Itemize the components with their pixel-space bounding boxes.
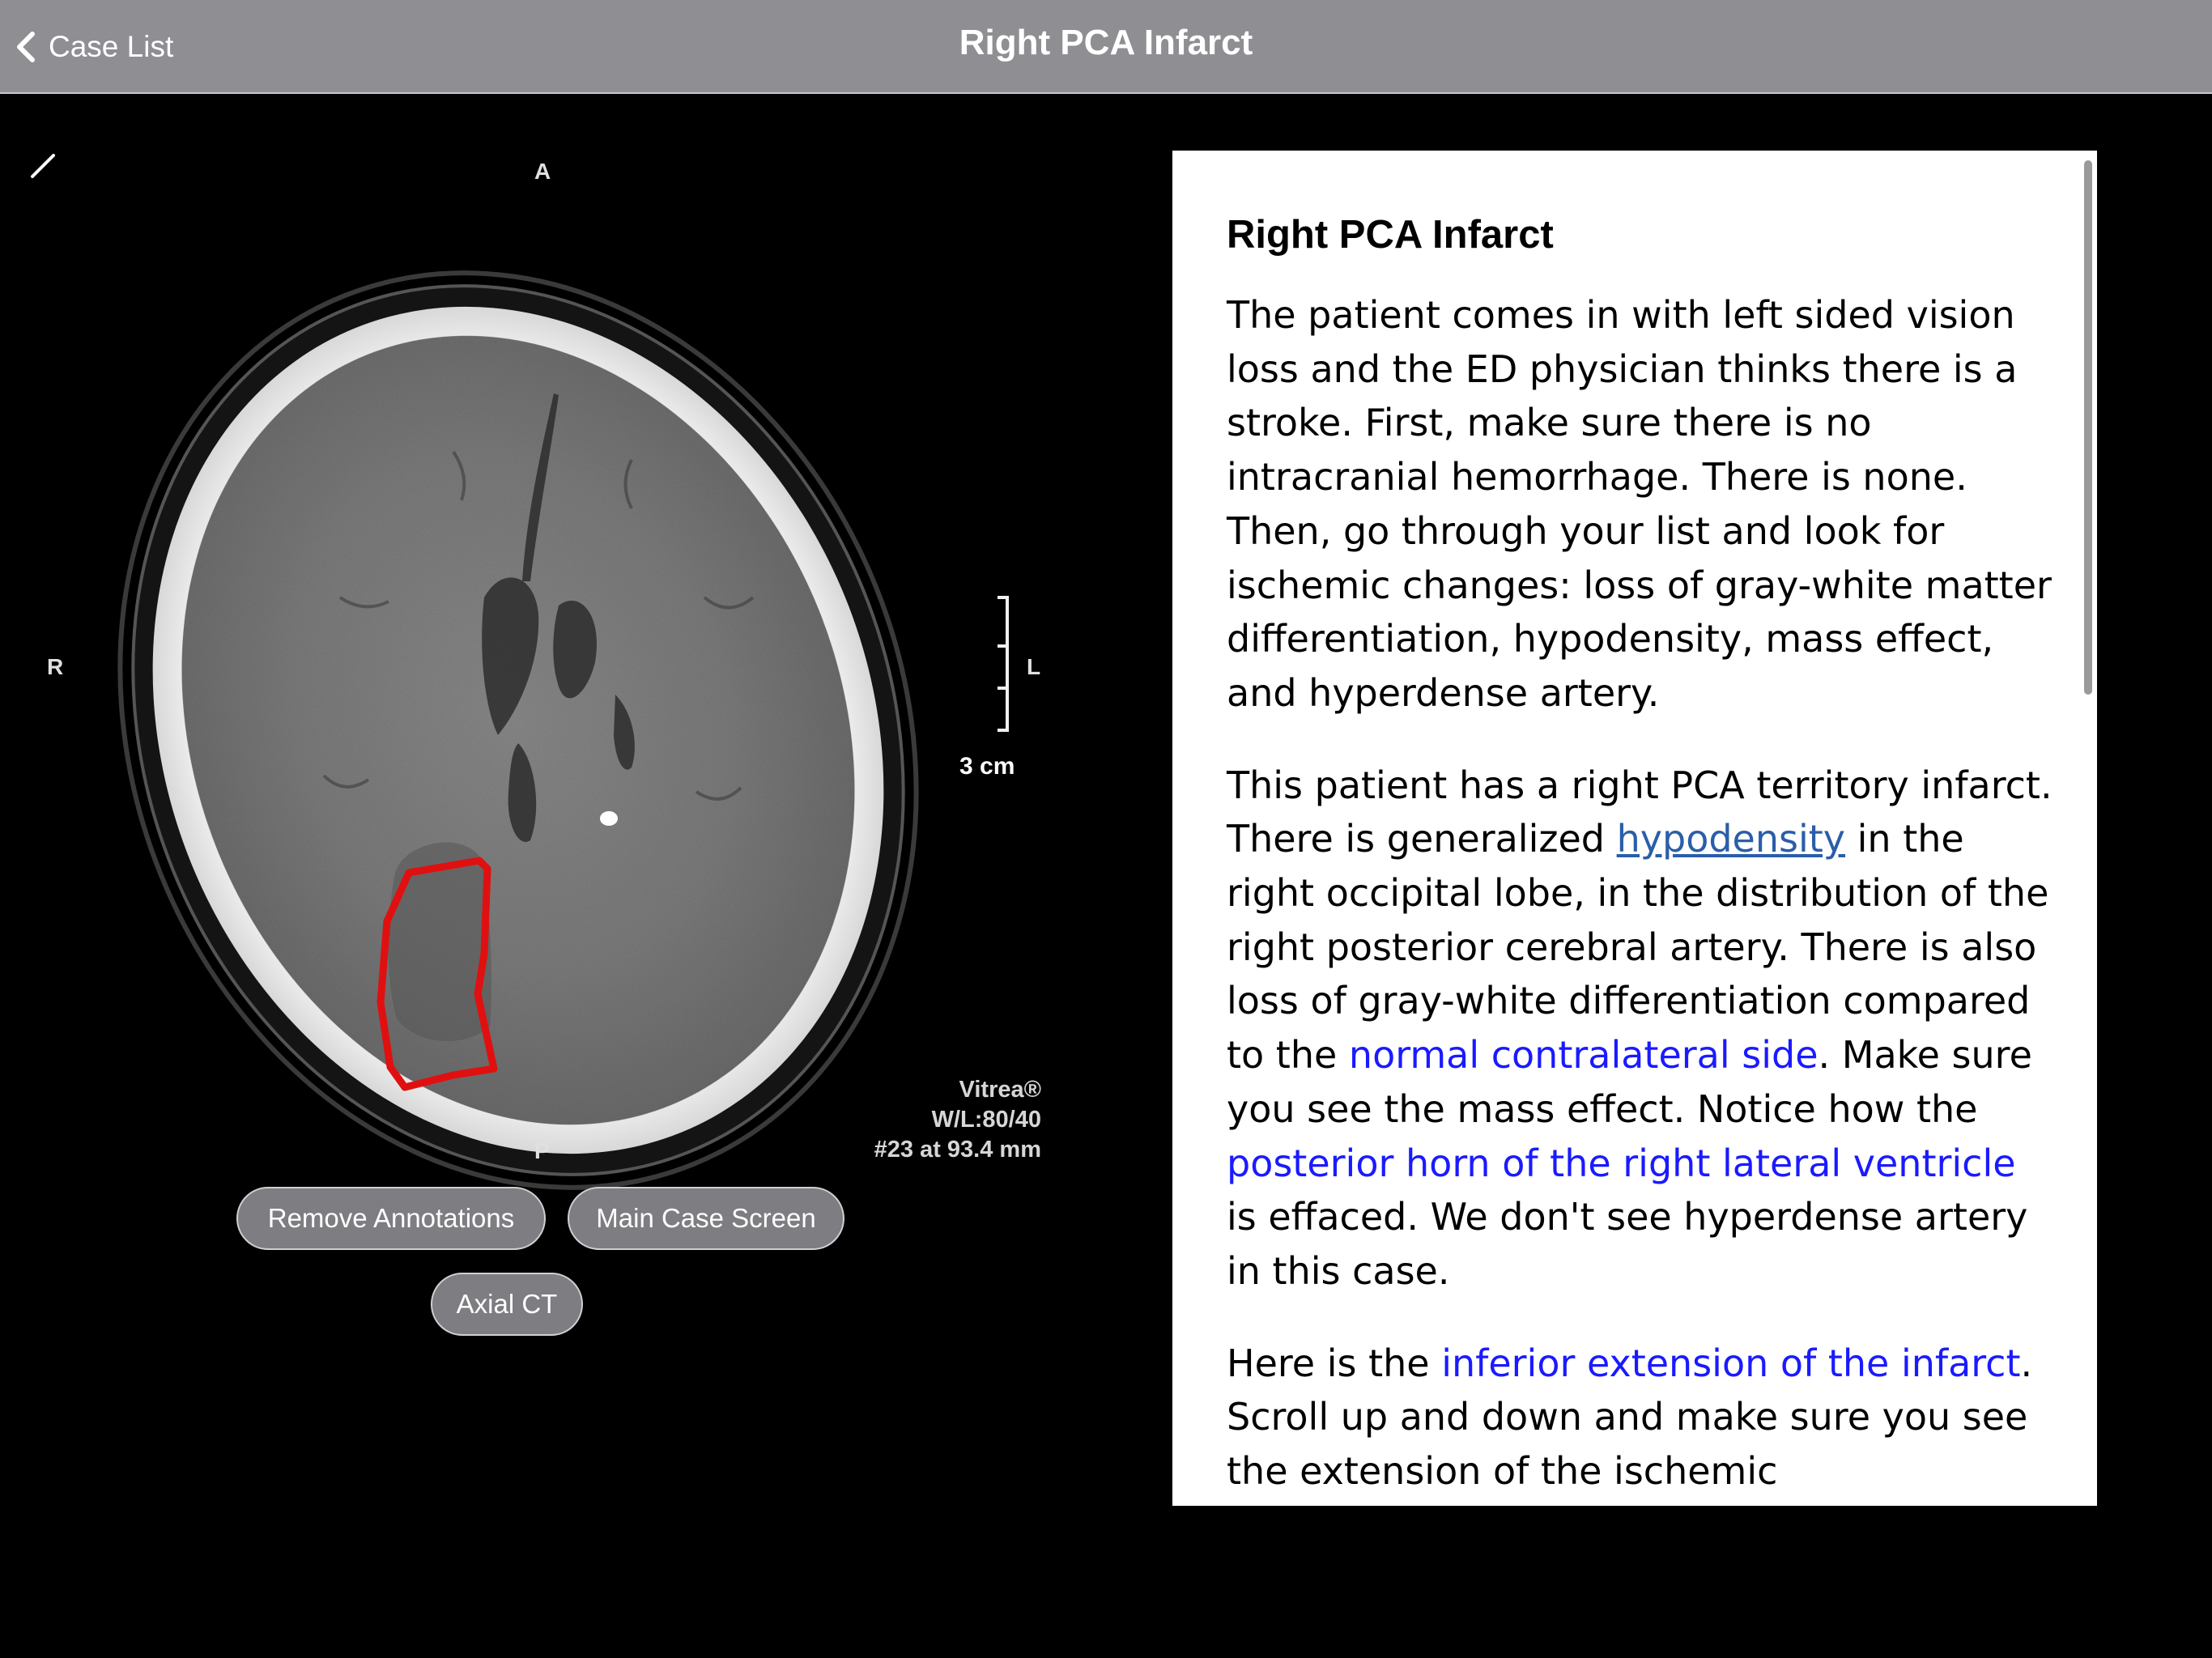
axial-ct-image[interactable] [0, 96, 1093, 1229]
posterior-horn-link[interactable]: posterior horn of the right lateral ventricle [1227, 1141, 2016, 1185]
case-title: Right PCA Infarct [1227, 213, 1554, 257]
paragraph-2-text-3: . Make sure you see the mass effect. Notice how the [1227, 1033, 2032, 1131]
orientation-right: R [47, 654, 64, 679]
back-button-label: Case List [49, 30, 174, 63]
paragraph-3-text-2: . Scroll up and down and make sure you see the extension of the ischemic [1227, 1341, 2033, 1494]
page-title: Right PCA Infarct [959, 23, 1253, 62]
scrollbar[interactable] [2084, 160, 2092, 695]
main-case-screen-button[interactable] [568, 1187, 844, 1250]
axial-ct-button[interactable] [431, 1273, 583, 1336]
inferior-extension-link[interactable]: inferior extension of the infarct [1441, 1341, 2021, 1385]
scale-label: 3 cm [959, 753, 1015, 780]
slice-position: #23 at 93.4 mm [874, 1137, 1041, 1163]
paragraph-2 [1227, 759, 2052, 1299]
paragraph-1: The patient comes in with left sided vision loss and the ED physician thinks there is a stroke. First, make sure there is no intracranial hemorrhage. There is none. Then, go through your list and look for ischemic changes: loss of gray-white matter differentiation, hypodensity, mass effect, and hyperdense artery. [1227, 293, 2052, 715]
axial-ct-label: Axial CT [456, 1289, 558, 1319]
annotation-pen-icon[interactable] [29, 152, 57, 180]
case-description-content [1227, 212, 2052, 1506]
window-level: W/L:80/40 [931, 1107, 1041, 1133]
normal-contralateral-side-link[interactable]: normal contralateral side [1348, 1033, 1819, 1078]
hypodensity-link[interactable]: hypodensity [1616, 817, 1846, 861]
scale-bar [998, 597, 1007, 730]
remove-annotations-button[interactable] [236, 1187, 546, 1250]
paragraph-3 [1227, 1337, 2052, 1499]
image-overlay-info [761, 1075, 1041, 1165]
orientation-anterior: A [534, 159, 551, 184]
navigation-bar [0, 0, 2212, 94]
paragraph-2-text-4: is effaced. We don't see hyperdense artery in this case. [1227, 1195, 2028, 1293]
main-case-screen-label: Main Case Screen [596, 1203, 816, 1233]
remove-annotations-label: Remove Annotations [267, 1203, 515, 1233]
paragraph-2-text-1: This patient has a right PCA territory infarct. There is generalized [1227, 763, 2052, 861]
vendor-label: Vitrea® [959, 1077, 1041, 1103]
case-description-panel[interactable] [1172, 151, 2097, 1506]
paragraph-2-text-2: in the right occipital lobe, in the distribution of the right posterior cerebral artery. There is also loss of gray-white differentiation compared to the [1227, 817, 2049, 1078]
orientation-posterior: P [534, 1138, 550, 1163]
paragraph-3-text-1: Here is the [1227, 1341, 1442, 1385]
image-viewer[interactable] [0, 96, 1093, 1658]
orientation-left: L [1027, 654, 1041, 679]
